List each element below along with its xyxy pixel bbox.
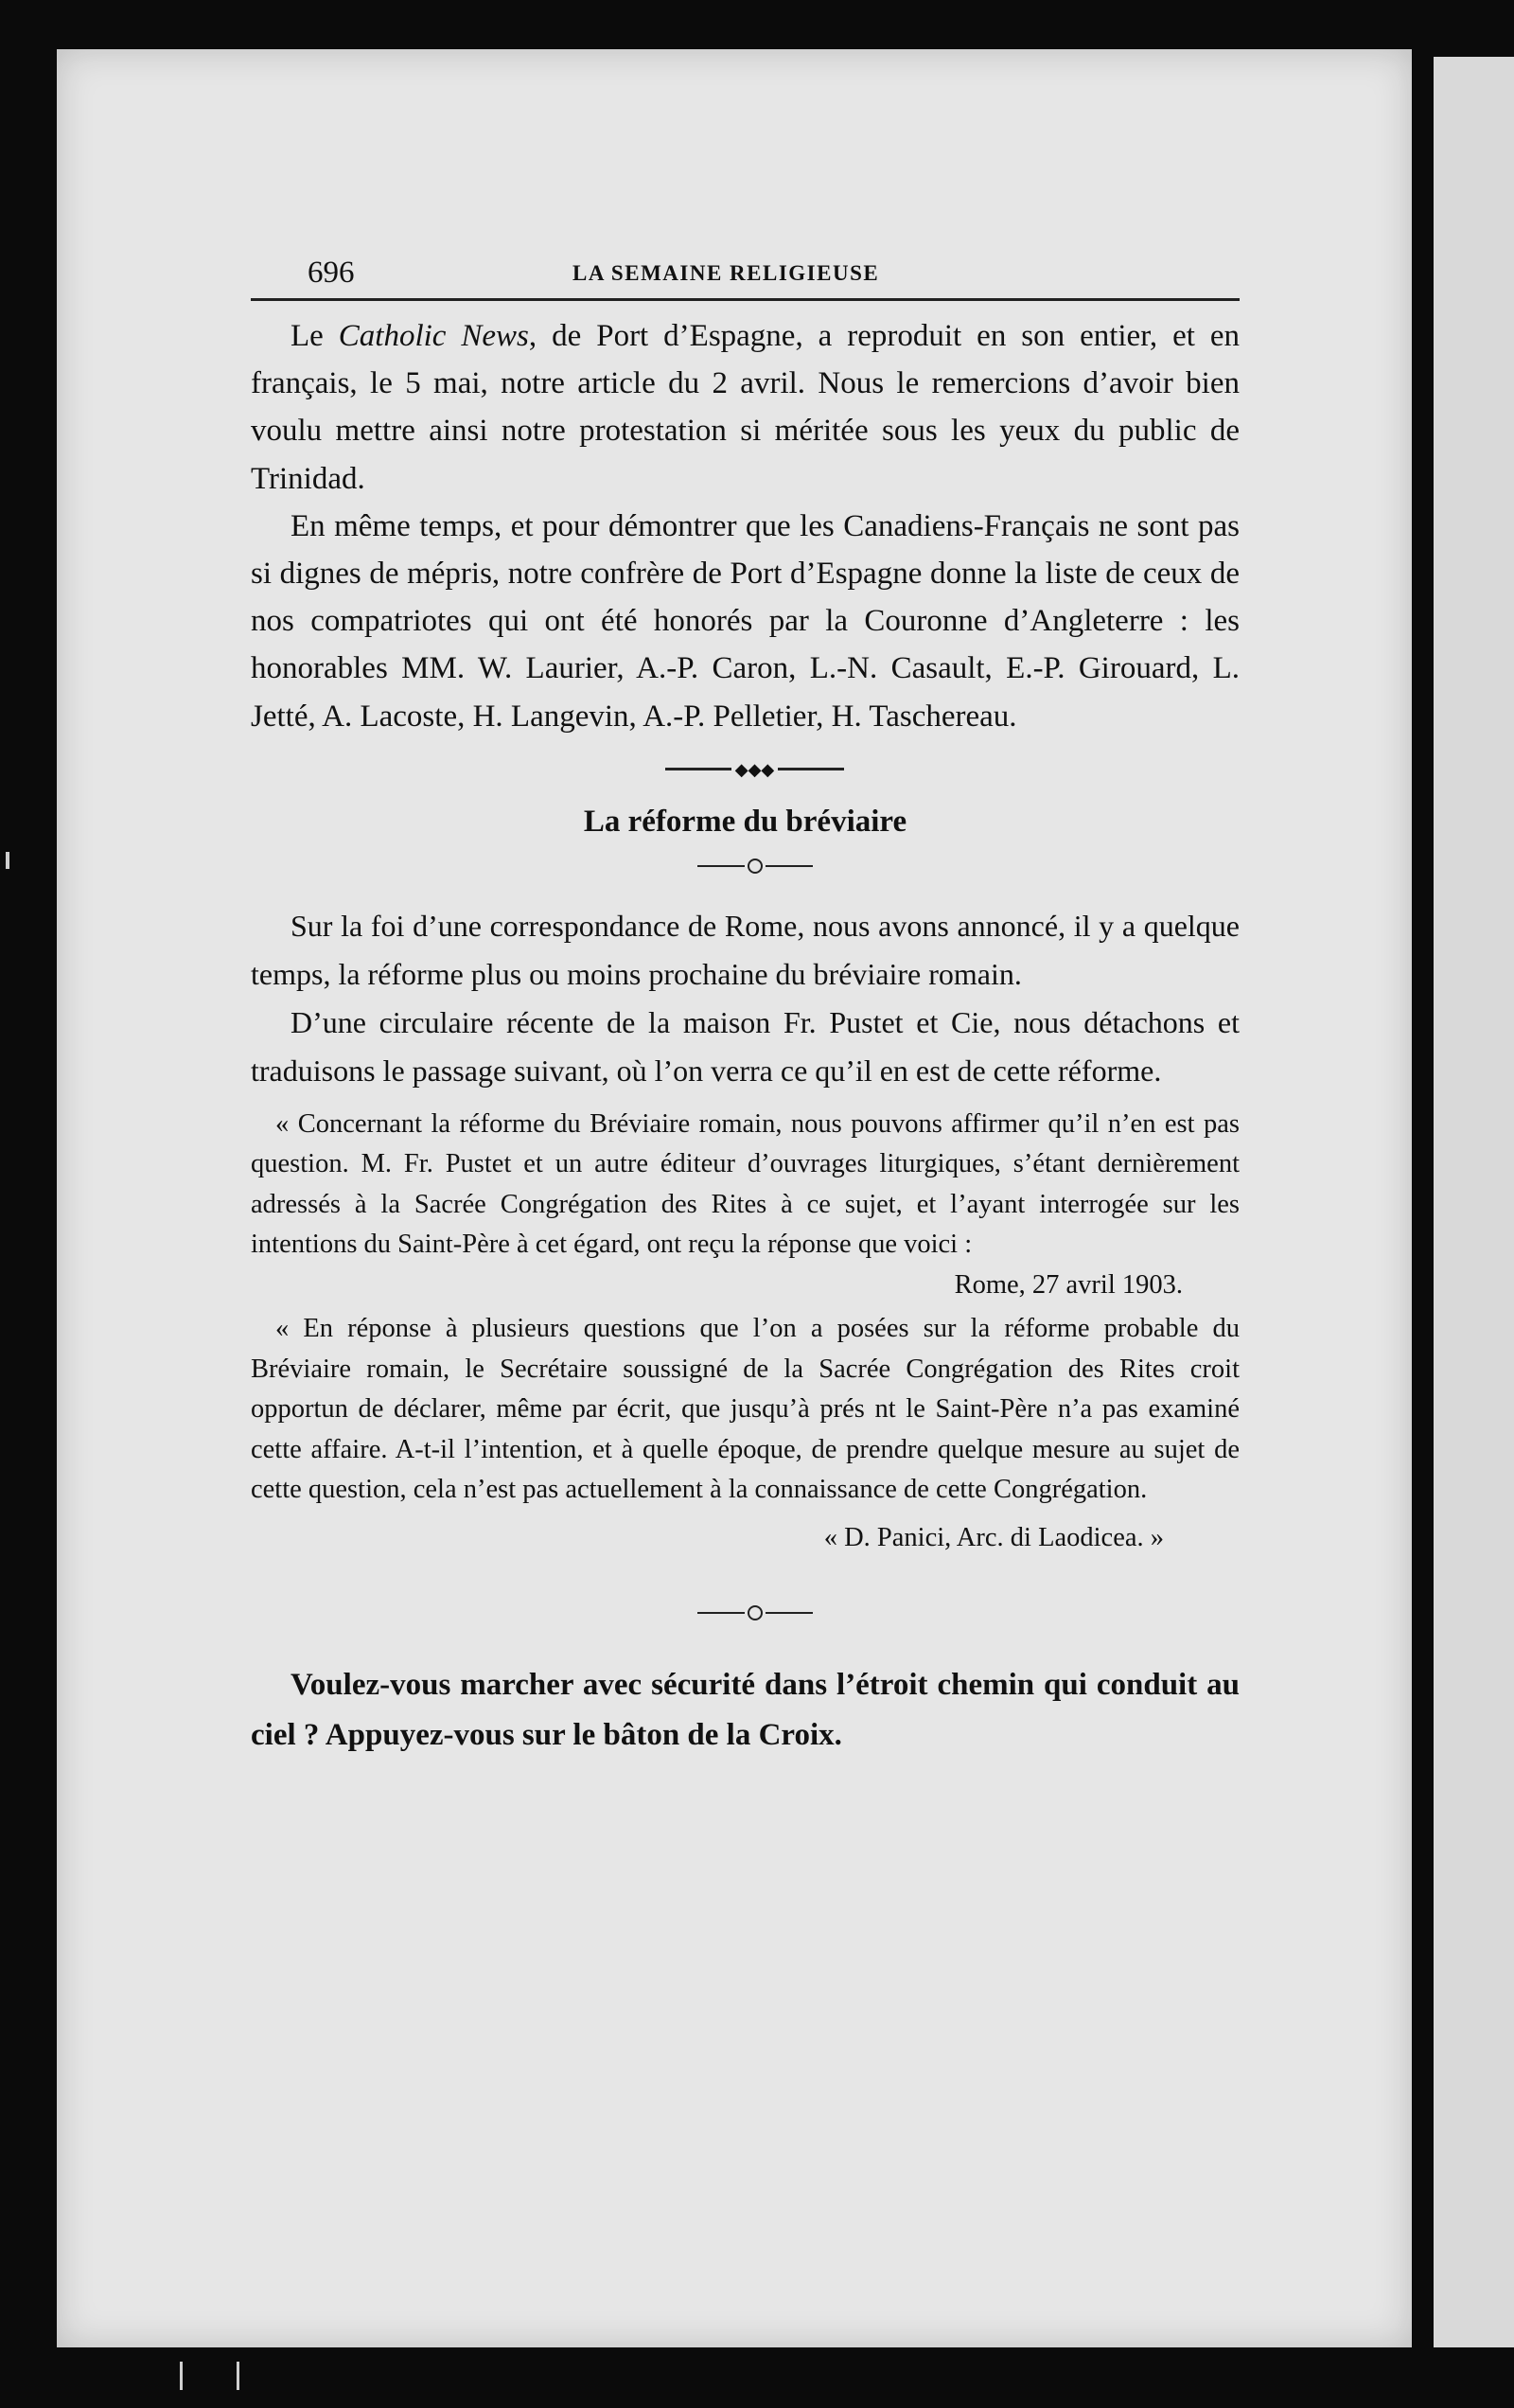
divider-line xyxy=(665,768,731,770)
page-content xyxy=(251,256,1240,1761)
article-paragraph: Sur la foi d’une correspondance de Rome, nous avons annoncé, il y a quelque temps, la réforme plus ou moins prochaine du bréviaire romain. xyxy=(251,908,1240,991)
article-paragraph: D’une circulaire récente de la maison Fr. Pustet et Cie, nous détachons et traduisons le passage suivant, où l’on verra ce qu’il en est de cette réforme. xyxy=(251,1004,1240,1088)
divider-line xyxy=(778,768,844,770)
publication-name: Catholic News xyxy=(338,319,529,353)
intro-notice xyxy=(251,312,1240,740)
section-divider-ornament xyxy=(270,759,1240,779)
maxim-text: Voulez-vous marcher avec sécurité dans l’étroit chemin qui conduit au ciel ? Appuyez-vous sur le bâton de la Croix. xyxy=(251,1668,1240,1753)
small-divider-ornament xyxy=(270,1603,1240,1622)
scan-mark xyxy=(180,2362,192,2390)
quoted-circular xyxy=(251,1105,1240,1559)
circle-ornament-icon xyxy=(748,859,763,874)
circle-ornament-icon xyxy=(748,1605,763,1620)
text-run: Le xyxy=(290,319,339,353)
page-number: 696 xyxy=(308,256,355,290)
quote-date: Rome, 27 avril 1903. xyxy=(954,1269,1183,1300)
section-heading: La réforme du bréviaire xyxy=(583,804,907,839)
divider-line xyxy=(697,1612,745,1614)
closing-maxim xyxy=(251,1660,1240,1761)
small-divider-ornament xyxy=(270,857,1240,876)
scan-mark xyxy=(6,852,9,869)
intro-paragraph: En même temps, et pour démontrer que les Canadiens-Français ne sont pas si dignes de mépris, notre confrère de Port d’Espagne donne la liste de ceux de nos compatriotes qui ont été honorés par la Couronne d’Angleterre : les honorables MM. W. Laurier, A.-P. Caron, L.-N. Casault, E.-P. Girouard, L. Jetté, A. Lacoste, H. Langevin, A.-P. Pelletier, H. Taschereau. xyxy=(251,508,1240,734)
article-body xyxy=(251,902,1240,1095)
divider-line xyxy=(697,865,745,867)
ornament-icon: ◆◆◆ xyxy=(734,759,775,779)
quote-signature: « D. Panici, Arc. di Laodicea. » xyxy=(823,1522,1164,1552)
divider-line xyxy=(766,865,813,867)
text-run: , de Port d’Espagne, a reproduit en son entier, et en français, le 5 mai, notre article du 2 avril. Nous le remercions d’avoir bien voulu mettre ainsi notre protestation si méritée sous les yeux du public de Trinidad. xyxy=(251,319,1240,496)
adjacent-page-edge xyxy=(1434,57,1514,2347)
journal-title: LA SEMAINE RELIGIEUSE xyxy=(572,261,880,285)
intro-paragraph xyxy=(251,312,1240,503)
quote-paragraph: « Concernant la réforme du Bréviaire romain, nous pouvons affirmer qu’il n’en est pas question. M. Fr. Pustet et un autre éditeur d’ouvrages liturgiques, s’étant dernièrement adressés à la Sacrée Congrégation des Rites à ce sujet, et l’ayant interrogée sur les intentions du Saint-Père à cet égard, ont reçu la réponse que voici : xyxy=(251,1108,1240,1260)
running-head xyxy=(251,256,1240,301)
quote-paragraph: « En réponse à plusieurs questions que l’on a posées sur la réforme probable du Bréviaire romain, le Secrétaire soussigné de la Sacrée Congrégation des Rites croit opportun de déclarer, même par écrit, que jusqu’à prés nt le Saint-Père n’a pas examiné cette affaire. A-t-il l’intention, et à quelle époque, de prendre quelque mesure au sujet de cette question, cela n’est pas actuellement à la connaissance de cette Congrégation. xyxy=(251,1314,1240,1505)
divider-line xyxy=(766,1612,813,1614)
scan-mark xyxy=(237,2362,249,2390)
